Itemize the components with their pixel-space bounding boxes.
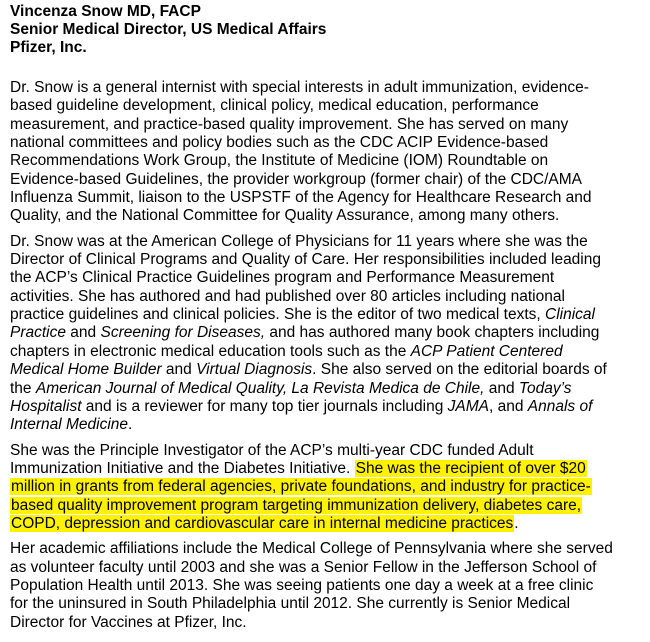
text-line bbox=[10, 343, 640, 361]
text-run: , and bbox=[489, 397, 528, 415]
text-run: practice guidelines and clinical policies. She is the editor of two medical texts, bbox=[10, 306, 546, 324]
text-line: Recommendations Work Group, the Institute of Medicine (IOM) Roundtable on bbox=[10, 152, 549, 170]
text-line: Influenza Summit, liaison to the USPSTF of the Agency for Healthcare Research and bbox=[10, 189, 592, 207]
text-line: measurement, and practice-based quality improvement. She has served on many bbox=[10, 115, 569, 133]
person-name: Vincenza Snow MD, FACP bbox=[10, 3, 201, 20]
text-run: and is a reviewer for many top tier journals including bbox=[81, 397, 448, 415]
text-line bbox=[10, 398, 640, 416]
text-line bbox=[10, 306, 640, 324]
text-run: chapters in electronic medical education tools such as the bbox=[10, 342, 411, 360]
bio-paragraph-interests bbox=[10, 79, 640, 226]
italic-text: Screening for Diseases, bbox=[100, 324, 266, 342]
text-line: based guideline development, clinical policy, medical education, performance bbox=[10, 97, 539, 115]
text-run: and bbox=[484, 379, 519, 397]
text-line: Dr. Snow is a general internist with special interests in adult immunization, evidence- bbox=[10, 79, 589, 96]
text-line: Evidence-based Guidelines, the provider workgroup (former chair) of the CDC/AMA bbox=[10, 170, 583, 188]
highlighted-text: COPD, depression and cardiovascular care in internal medicine practices bbox=[11, 514, 514, 532]
text-line bbox=[10, 324, 640, 342]
text-line: Quality, and the National Committee for Quality Assurance, among many others. bbox=[10, 207, 560, 225]
italic-text: Internal Medicine bbox=[10, 416, 129, 434]
italic-text: Annals of bbox=[527, 397, 593, 415]
text-line: Dr. Snow was at the American College of Physicians for 11 years where she was the bbox=[10, 232, 588, 250]
text-line: Director of Clinical Programs and Quality of Care. Her responsibilities included leading bbox=[10, 251, 601, 269]
italic-text: Today’s bbox=[518, 379, 572, 397]
text-run: and bbox=[161, 361, 197, 379]
text-line: for the uninsured in South Philadelphia until 2012. She currently is Senior Medical bbox=[10, 595, 571, 613]
text-run: and bbox=[66, 324, 101, 342]
bio-paragraph-grants bbox=[10, 442, 640, 534]
italic-text: Medical Home Builder bbox=[10, 361, 162, 379]
text-line: as volunteer faculty until 2003 and she was a Senior Fellow in the Jefferson School of bbox=[10, 558, 597, 576]
italic-text: Practice bbox=[10, 324, 66, 342]
text-run: and has authored many book chapters including bbox=[265, 324, 600, 342]
text-line: Population Health until 2013. She was seeing patients one day a week at a free clinic bbox=[10, 576, 594, 594]
italic-text: Clinical bbox=[545, 306, 595, 324]
text-line: Her academic affiliations include the Medical College of Pennsylvania where she served bbox=[10, 540, 613, 558]
bio-paragraph-academic bbox=[10, 540, 640, 632]
text-run: . She also served on the editorial boards of bbox=[312, 361, 607, 379]
italic-text: Virtual Diagnosis bbox=[196, 361, 313, 379]
highlighted-text: She was the recipient of over $20 bbox=[355, 459, 586, 477]
text-line bbox=[10, 361, 640, 379]
text-line: national committees and policy bodies such as the CDC ACIP Evidence-based bbox=[10, 134, 549, 152]
text-run: the bbox=[10, 379, 36, 397]
italic-text: JAMA bbox=[447, 397, 489, 415]
text-run: . bbox=[128, 416, 133, 434]
italic-text: American Journal of Medical Quality, La Revista Medica de Chile, bbox=[35, 379, 485, 397]
text-line: activities. She has authored and had published over 80 articles including national bbox=[10, 287, 565, 305]
text-line: the ACP’s Clinical Practice Guidelines program and Performance Measurement bbox=[10, 269, 555, 287]
text-line bbox=[10, 460, 640, 478]
italic-text: Hospitalist bbox=[10, 397, 82, 415]
text-line bbox=[10, 515, 640, 533]
highlighted-text: million in grants from federal agencies, private foundations, and industry for practice- bbox=[11, 478, 591, 496]
text-line bbox=[10, 497, 640, 515]
text-line bbox=[10, 380, 640, 398]
highlighted-text: based quality improvement program targeting immunization delivery, diabetes care, bbox=[11, 496, 582, 514]
text-run: . bbox=[514, 514, 519, 532]
person-title: Senior Medical Director, US Medical Affairs bbox=[10, 21, 327, 38]
text-line bbox=[10, 416, 640, 434]
text-line bbox=[10, 478, 640, 496]
text-line: Director for Vaccines at Pfizer, Inc. bbox=[10, 613, 247, 631]
bio-document bbox=[10, 3, 640, 632]
bio-paragraph-acp bbox=[10, 233, 640, 435]
text-line: She was the Principle Investigator of the ACP’s multi-year CDC funded Adult bbox=[10, 441, 534, 459]
organization: Pfizer, Inc. bbox=[10, 39, 87, 56]
italic-text: ACP Patient Centered bbox=[410, 342, 563, 360]
text-run: Immunization Initiative and the Diabetes Initiative. bbox=[10, 459, 355, 477]
